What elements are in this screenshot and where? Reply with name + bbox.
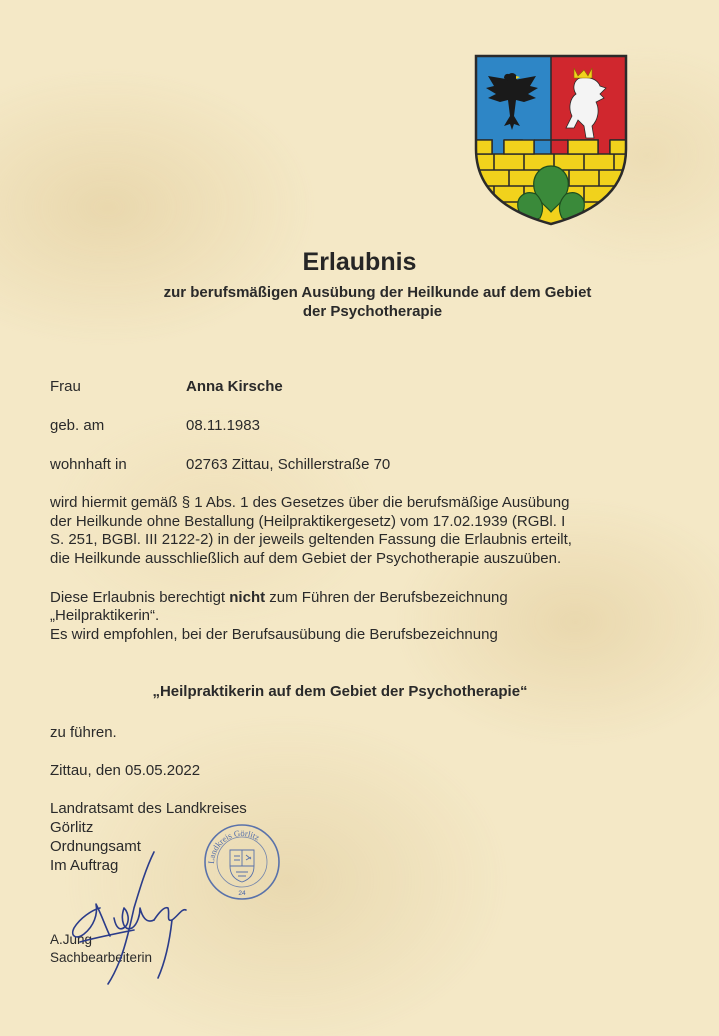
permission-line: die Heilkunde ausschließlich auf dem Gebiet der Psychotherapie auszuüben. [50, 549, 562, 567]
official-stamp [202, 822, 282, 902]
authority-line2: Görlitz [50, 819, 94, 836]
recommended-designation: „Heilpraktikerin auf dem Gebiet der Psychotherapie“ [152, 683, 528, 700]
restriction-emphasis: nicht [229, 589, 266, 606]
document-title: Erlaubnis [302, 248, 417, 276]
permission-paragraph [50, 494, 650, 568]
svg-text:Landkreis Görlitz [206, 828, 262, 864]
stamp-number: 24 [238, 890, 246, 897]
birthdate-value: 08.11.1983 [186, 417, 260, 434]
restriction-text-before: Diese Erlaubnis berechtigt [50, 589, 230, 606]
recommendation-line: Es wird empfohlen, bei der Berufsausübung die Berufsbezeichnung [50, 626, 498, 643]
address-label: wohnhaft in [50, 456, 127, 473]
coat-of-arms-emblem [474, 54, 628, 226]
permission-line: der Heilkunde ohne Bestallung (Heilpraktikergesetz) vom 17.02.1939 (RGBl. I [50, 512, 566, 530]
authority-line3: Ordnungsamt [50, 838, 141, 855]
signer-name: A.Jung [50, 932, 93, 947]
permission-line: S. 251, BGBl. III 2122-2) in der jeweils geltenden Fassung die Erlaubnis erteilt, [50, 531, 572, 549]
place-and-date: Zittau, den 05.05.2022 [50, 762, 201, 779]
document-subtitle-line1: zur berufsmäßigen Ausübung der Heilkunde auf dem Gebiet [163, 284, 592, 301]
document-subtitle-line2: der Psychotherapie [302, 303, 443, 320]
restriction-line [50, 589, 508, 606]
signer-role: Sachbearbeiterin [50, 950, 153, 965]
closing-line: zu führen. [50, 724, 117, 741]
restriction-text-after: zum Führen der Berufsbezeichnung [265, 589, 508, 606]
restriction-title: „Heilpraktikerin“. [50, 607, 160, 624]
handwritten-signature [54, 848, 194, 988]
stamp-text: Landkreis Görlitz [205, 827, 262, 865]
permission-line: wird hiermit gemäß § 1 Abs. 1 des Gesetzes über die berufsmäßige Ausübung [50, 494, 570, 511]
birthdate-label: geb. am [50, 417, 105, 434]
authority-line4: Im Auftrag [50, 857, 119, 874]
salutation-label: Frau [50, 378, 81, 395]
authority-line1: Landratsamt des Landkreises [50, 800, 247, 817]
address-value: 02763 Zittau, Schillerstraße 70 [186, 456, 391, 473]
holder-name: Anna Kirsche [186, 378, 283, 395]
